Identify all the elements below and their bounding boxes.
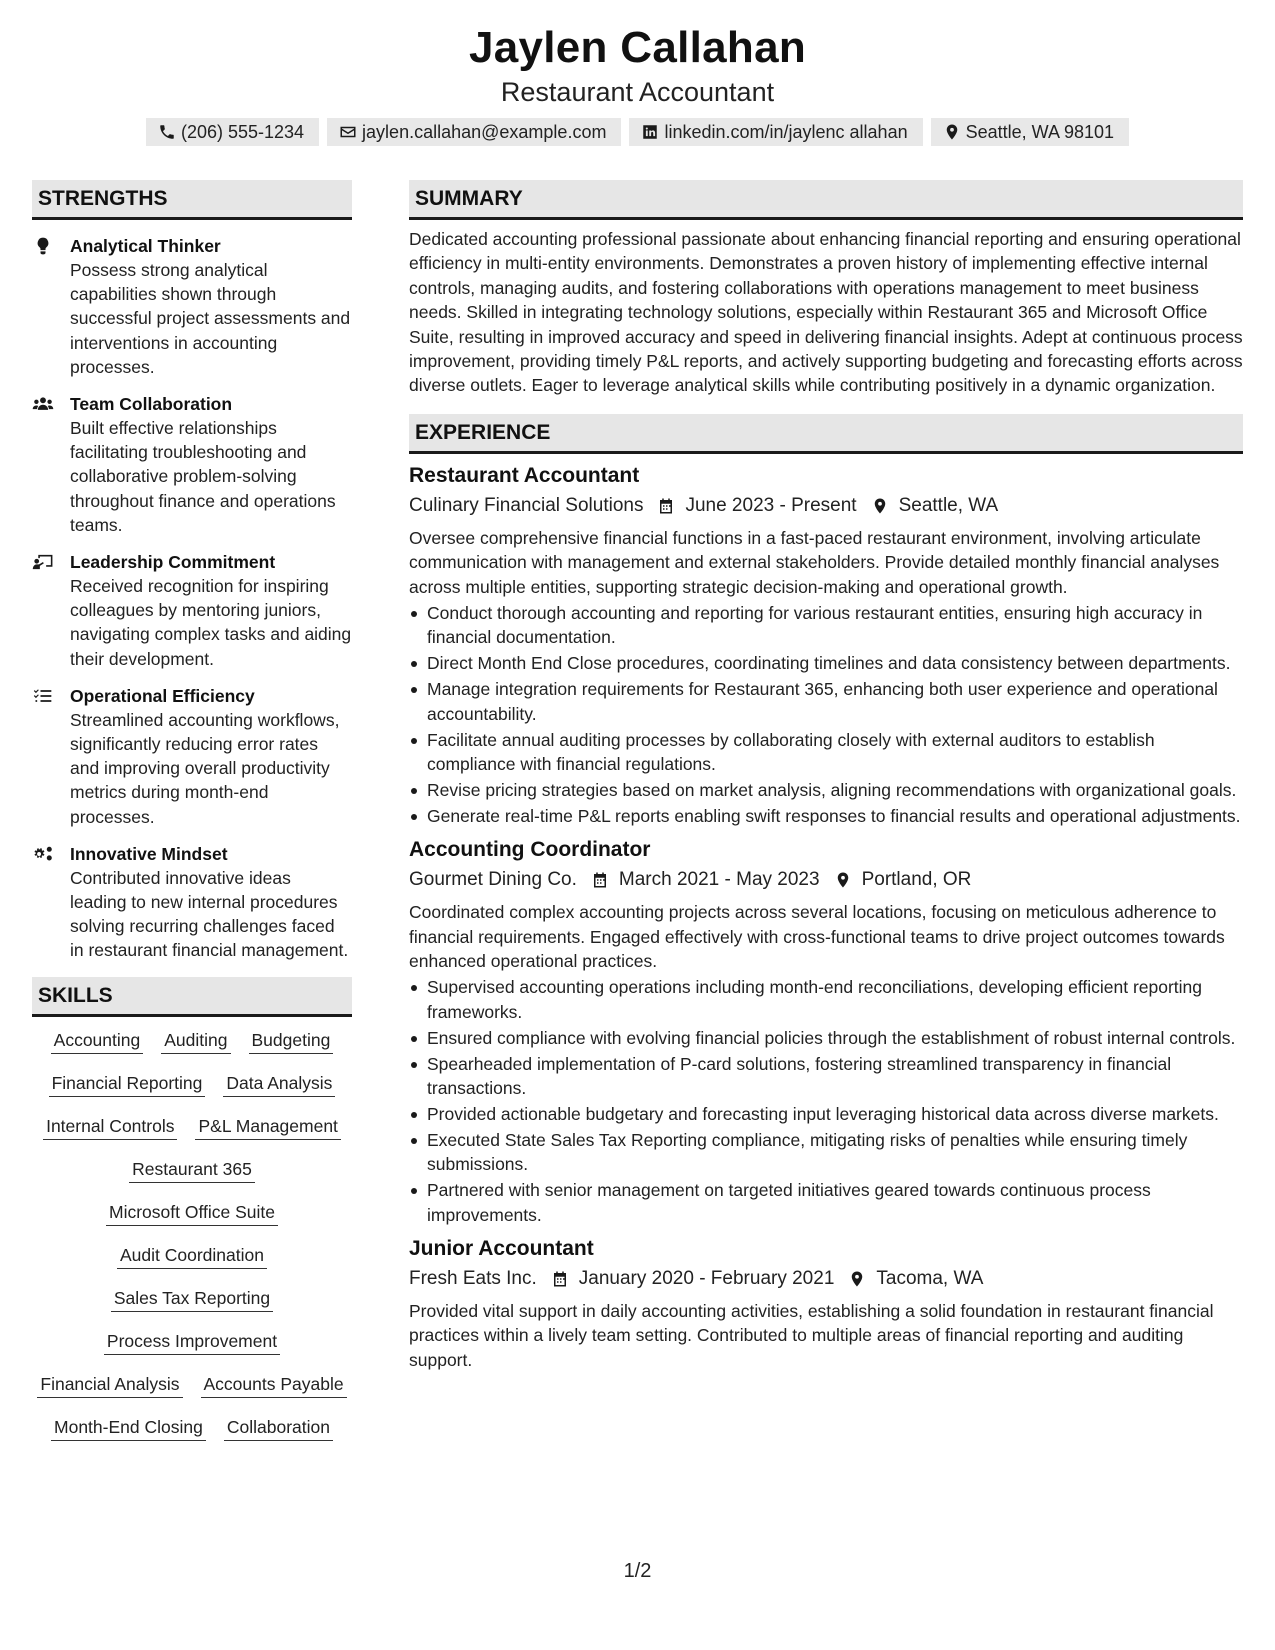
map-pin-icon: [834, 871, 852, 889]
skill-tag: Microsoft Office Suite: [106, 1199, 278, 1226]
job-meta: [409, 492, 1243, 520]
skill-tag: Data Analysis: [223, 1070, 335, 1097]
envelope-icon: [339, 123, 357, 141]
job-title: Accounting Coordinator: [409, 838, 651, 862]
job-meta: [409, 1265, 1243, 1293]
calendar-icon: [657, 497, 675, 515]
job-dates: March 2021 - May 2023: [618, 869, 820, 891]
job-bullet: Conduct thorough accounting and reporting for various restaurant entities, ensuring high accuracy in financial documentation.: [409, 601, 1243, 650]
job-bullet: Direct Month End Close procedures, coordinating timelines and data consistency between departments.: [409, 651, 1243, 675]
strength-item: [32, 684, 352, 829]
strength-title: Leadership Commitment: [70, 552, 276, 573]
job-bullet: Executed State Sales Tax Reporting compliance, mitigating risks of penalties while ensuring timely submissions.: [409, 1128, 1243, 1177]
right-column: [409, 180, 1243, 1372]
job-bullet: Spearheaded implementation of P-card solutions, fostering streamlined transparency in financial transactions.: [409, 1052, 1243, 1101]
job-bullet: Generate real-time P&L reports enabling swift responses to financial results and operational adjustments.: [409, 804, 1243, 828]
contact-phone-text: (206) 555-1234: [180, 122, 305, 142]
strength-item: [32, 234, 352, 379]
job-description: Oversee comprehensive financial functions in a fast-paced restaurant environment, involving articulate communication with management and external stakeholders. Provide detailed monthly financial analyses across multiple entities, supporting strategic decision-making and operational growth.: [409, 527, 1220, 597]
strength-title: Analytical Thinker: [70, 236, 221, 256]
job-description: Coordinated complex accounting projects across several locations, focusing on meticulous adherence to financial requirements. Engaged effectively with cross-functional teams to drive project outcomes towards enhanced operational practices.: [409, 902, 1225, 972]
skill-tag: Accounting: [51, 1027, 144, 1054]
skill-tag: Collaboration: [224, 1414, 333, 1441]
strength-description: Received recognition for inspiring colleagues by mentoring juniors, navigating complex tasks and aiding their development.: [70, 576, 352, 669]
linkedin-icon: [641, 123, 659, 141]
strength-description: Built effective relationships facilitating troubleshooting and collaborative problem-solving throughout finance and operations teams.: [70, 418, 336, 535]
job-title: Junior Accountant: [409, 1237, 594, 1260]
job-bullets: [409, 601, 1243, 828]
skill-tag: Audit Coordination: [117, 1242, 267, 1269]
gears-icon: [32, 844, 54, 864]
job-title: Restaurant Accountant: [409, 463, 640, 487]
job-bullet: Supervised accounting operations including month-end reconciliations, developing efficient reporting frameworks.: [409, 975, 1243, 1024]
job-location: Tacoma, WA: [876, 1268, 984, 1289]
strength-title: Operational Efficiency: [70, 685, 255, 706]
skill-tag: Auditing: [161, 1027, 230, 1054]
strength-item: [32, 842, 352, 963]
strengths-list: [32, 234, 352, 963]
skill-tag: Financial Analysis: [37, 1371, 182, 1398]
strength-title: Team Collaboration: [70, 394, 233, 415]
job-bullet: Revise pricing strategies based on market analysis, aligning recommendations with organizational goals.: [409, 778, 1243, 802]
job-bullet: Manage integration requirements for Restaurant 365, enhancing both user experience and operational accountability.: [409, 677, 1243, 726]
contact-email-text: jaylen.callahan@example.com: [362, 122, 607, 142]
job-bullets: [409, 975, 1243, 1227]
job-entry: [409, 1235, 1243, 1372]
candidate-name: Jaylen Callahan: [468, 23, 807, 72]
skill-tag: Accounts Payable: [201, 1371, 347, 1398]
phone-icon: [158, 123, 176, 141]
experience-heading: EXPERIENCE: [409, 414, 1243, 454]
job-entry: [409, 836, 1243, 1227]
calendar-icon: [591, 871, 609, 889]
page-number: 1/2: [623, 1560, 652, 1582]
job-bullet: Provided actionable budgetary and forecasting input leveraging historical data across diverse markets.: [409, 1102, 1243, 1126]
job-location: Seattle, WA: [898, 494, 999, 516]
task-list-icon: [32, 686, 54, 706]
job-dates: June 2023 - Present: [685, 494, 857, 516]
calendar-icon: [551, 1270, 569, 1288]
job-company: Culinary Financial Solutions: [409, 494, 644, 516]
strength-item: [32, 550, 352, 671]
job-location: Portland, OR: [861, 869, 972, 891]
skill-tag: Internal Controls: [43, 1113, 177, 1140]
skill-tag: Restaurant 365: [129, 1156, 255, 1183]
job-description: Provided vital support in daily accounting activities, establishing a solid foundation in restaurant financial practices within a lively team setting. Contributed to multiple areas of financial reporting and auditing support.: [409, 1301, 1214, 1370]
strength-description: Possess strong analytical capabilities shown through successful project assessments and interventions in accounting processes.: [70, 260, 351, 377]
skills-list: [32, 1027, 352, 1441]
skill-tag: Budgeting: [249, 1027, 334, 1054]
contact-linkedin-text: linkedin.com/in/jaylenc allahan: [664, 122, 908, 142]
contact-bar: [0, 118, 1275, 146]
contact-email[interactable]: [327, 118, 621, 146]
strength-description: Contributed innovative ideas leading to new internal procedures solving recurring challenges faced in restaurant financial management.: [70, 867, 349, 961]
skill-tag: P&L Management: [195, 1113, 340, 1140]
contact-location-text: Seattle, WA 98101: [965, 122, 1115, 142]
summary-text: Dedicated accounting professional passionate about enhancing financial reporting and ensuring operational efficiency in multi-entity environments. Demonstrates a proven history of implementing effective internal controls, managing audits, and fostering collaborations with operations management to meet business needs. Skilled in integrating technology solutions, especially within Restaurant 365 and Microsoft Office Suite, resulting in improved accuracy and speed in delivering financial insights. Adept at continuous process improvement, providing timely P&L reports, and actively supporting budgeting and forecasting efforts across diverse outlets. Eager to leverage analytical skills while contributing positively in a dynamic organization.: [409, 229, 1243, 396]
contact-phone: [146, 118, 319, 146]
left-column: [32, 180, 352, 1441]
job-bullet: Facilitate annual auditing processes by collaborating closely with external auditors to establish compliance with financial regulations.: [409, 728, 1243, 777]
strength-description: Streamlined accounting workflows, significantly reducing error rates and improving overall productivity metrics during month-end processes.: [70, 709, 340, 827]
strength-item: [32, 392, 352, 537]
candidate-title: Restaurant Accountant: [500, 77, 775, 107]
contact-linkedin[interactable]: [629, 118, 922, 146]
strength-title: Innovative Mindset: [70, 843, 228, 864]
skill-tag: Process Improvement: [104, 1328, 280, 1355]
skills-heading: SKILLS: [32, 977, 352, 1017]
lightbulb-icon: [32, 236, 54, 256]
chalkboard-teacher-icon: [32, 552, 54, 572]
skill-tag: Sales Tax Reporting: [111, 1285, 273, 1312]
skill-tag: Financial Reporting: [49, 1070, 206, 1097]
job-meta: [409, 866, 1243, 894]
job-dates: January 2020 - February 2021: [578, 1268, 835, 1289]
job-entry: [409, 462, 1243, 828]
resume-header: [0, 22, 1275, 146]
job-company: Gourmet Dining Co.: [409, 869, 577, 891]
contact-location: [931, 118, 1129, 146]
map-pin-icon: [871, 497, 889, 515]
summary-heading: SUMMARY: [409, 180, 1243, 220]
job-bullet: Partnered with senior management on targeted initiatives geared towards continuous process improvements.: [409, 1178, 1243, 1227]
strengths-heading: STRENGTHS: [32, 180, 352, 220]
job-bullet: Ensured compliance with evolving financial policies through the establishment of robust internal controls.: [409, 1026, 1243, 1050]
map-pin-icon: [943, 123, 961, 141]
skill-tag: Month-End Closing: [51, 1414, 206, 1441]
job-company: Fresh Eats Inc.: [409, 1268, 537, 1289]
users-icon: [32, 394, 54, 414]
map-pin-icon: [848, 1270, 866, 1288]
